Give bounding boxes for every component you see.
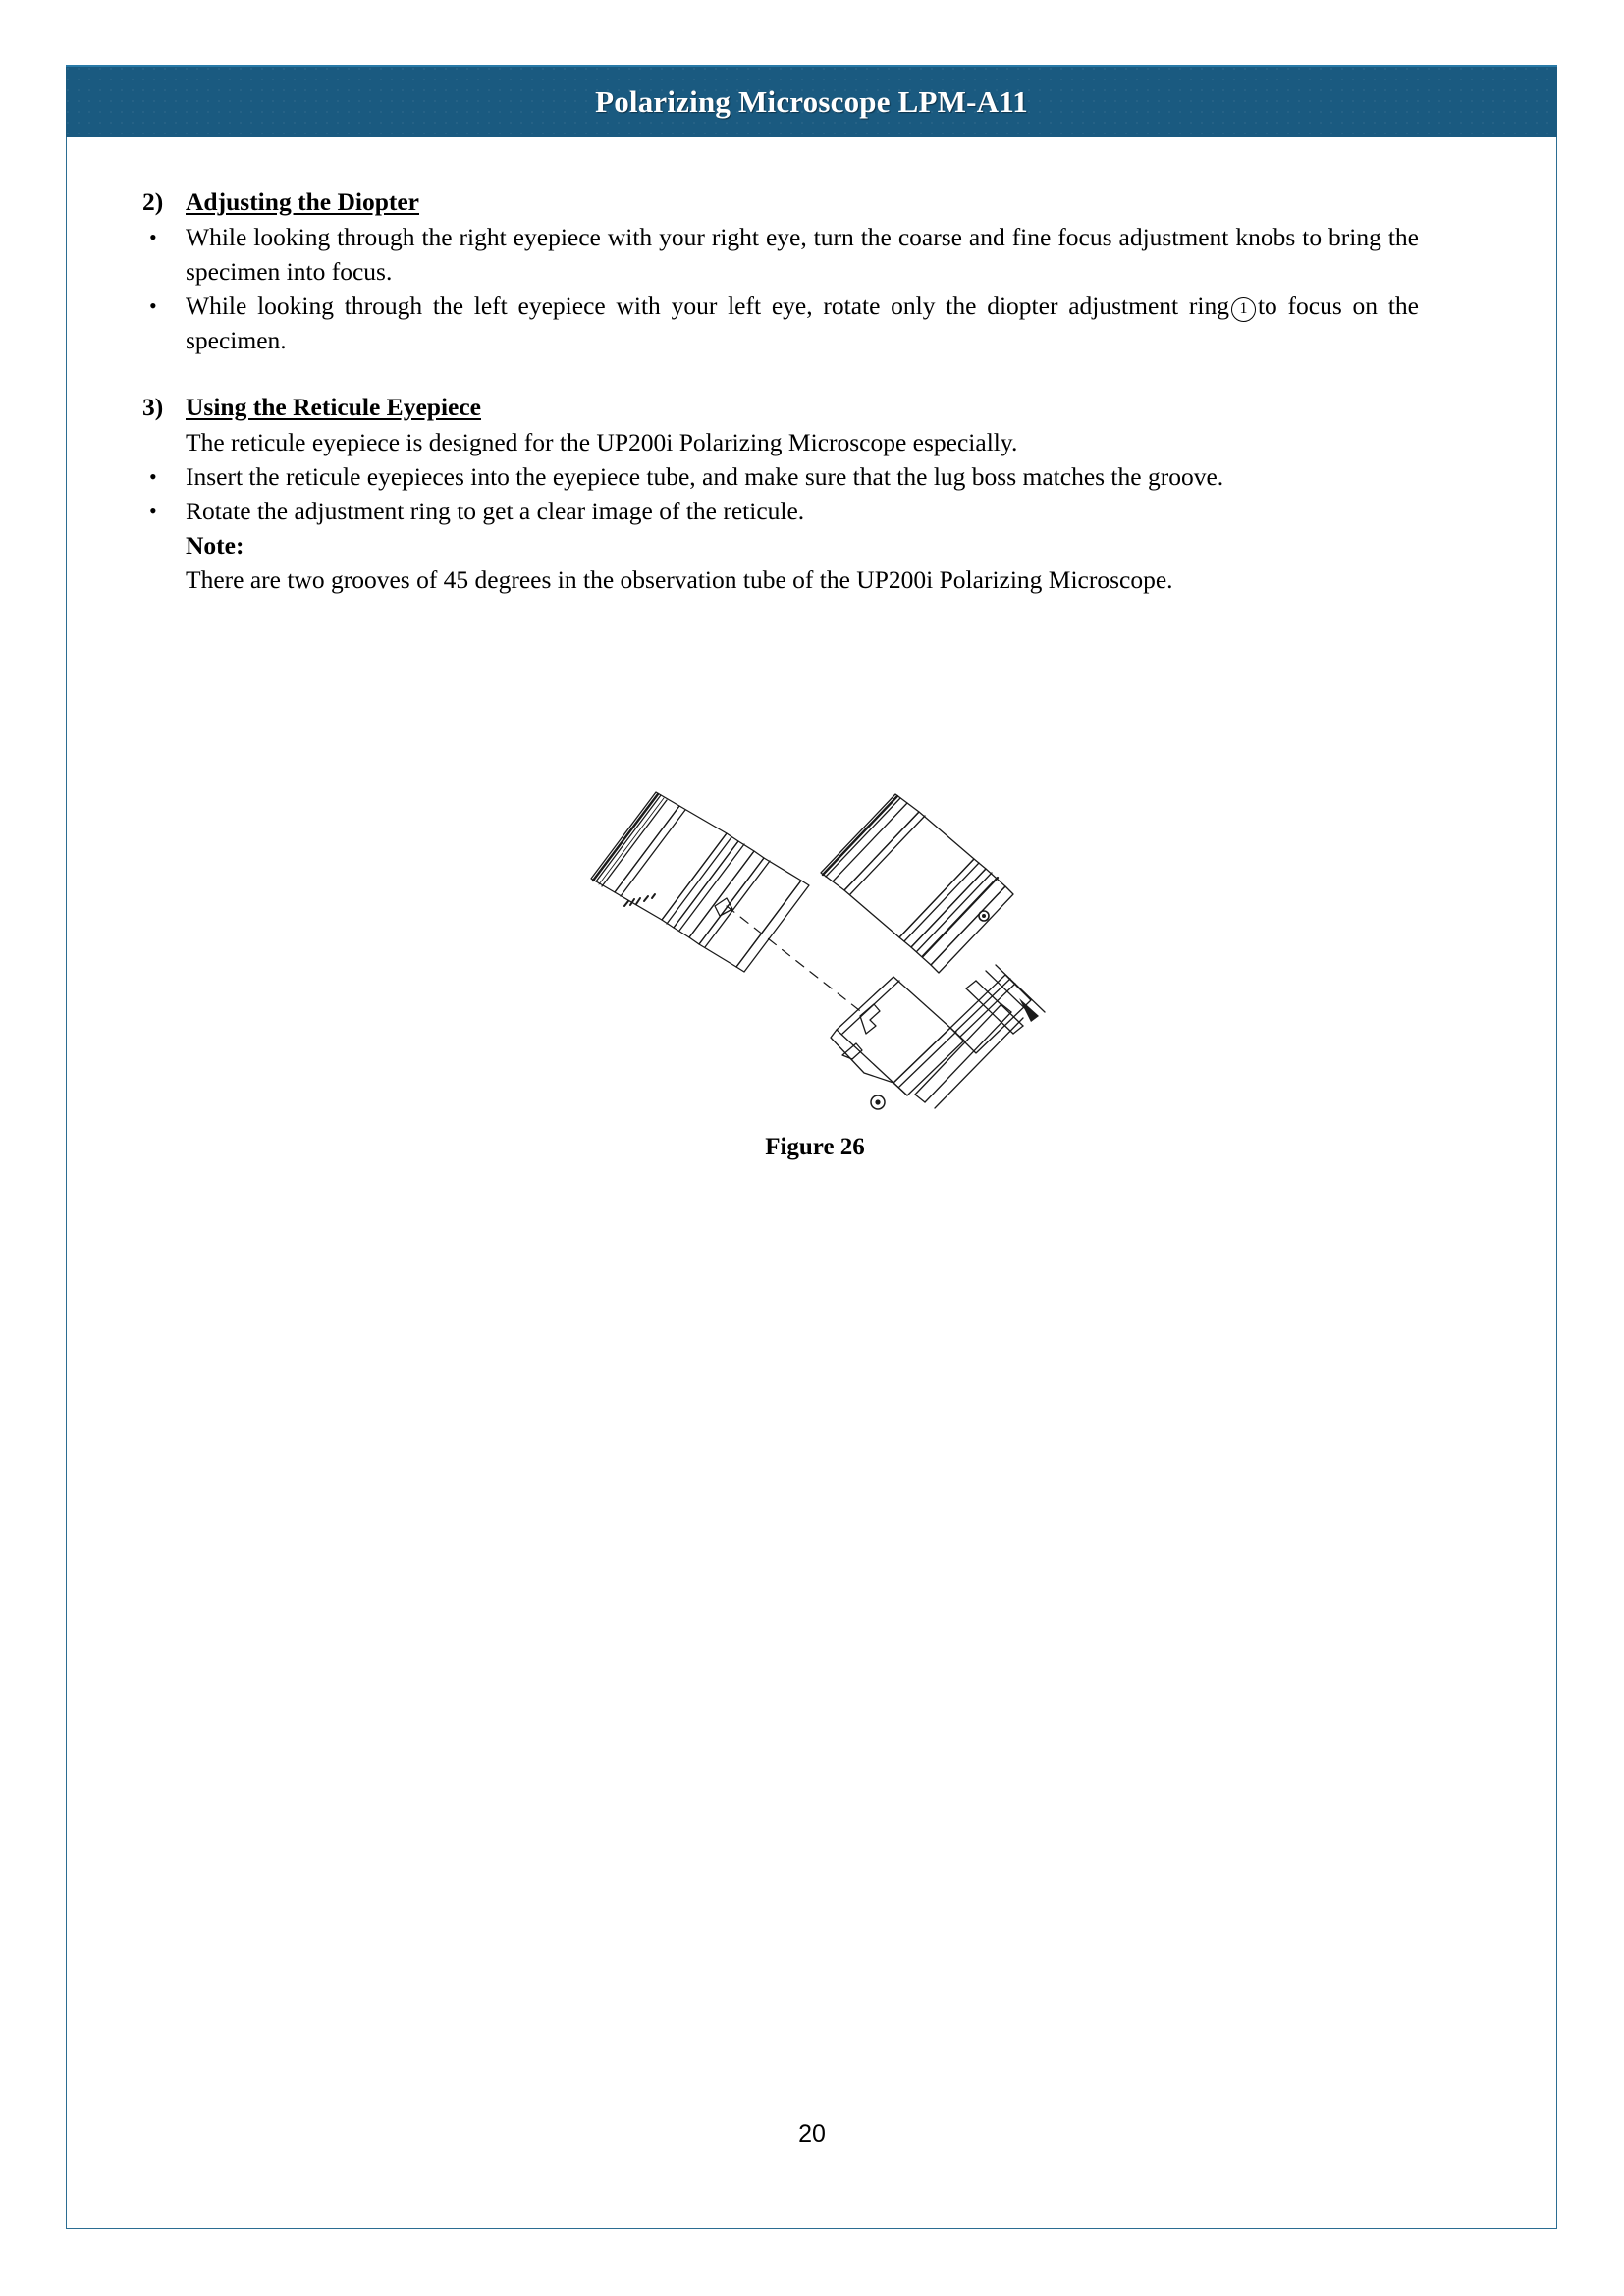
- figure-block: [550, 771, 1080, 1161]
- list-item-text: While looking through the right eyepiece with your right eye, turn the coarse and fine focus adjustment knobs to bring the specimen into focus.: [186, 223, 1419, 286]
- section-intro-text: The reticule eyepiece is designed for the UP200i Polarizing Microscope especially.: [186, 428, 1018, 456]
- note-label: Note:: [186, 531, 244, 560]
- figure-caption: Figure 26: [765, 1134, 865, 1160]
- bullet-icon: •: [149, 294, 157, 318]
- observation-tube: [831, 965, 1045, 1109]
- bullet-icon: •: [149, 464, 157, 489]
- figure-26-technical-drawing: [569, 771, 1060, 1124]
- section-title-3: Using the Reticule Eyepiece: [186, 393, 481, 421]
- note-text-row: [142, 562, 1419, 597]
- list-item: [142, 289, 1419, 357]
- section-heading-3: [142, 390, 1419, 424]
- assembly-axis-dashed-line: [727, 906, 864, 1014]
- section-heading-2: [142, 185, 1419, 219]
- section-intro-row: [142, 425, 1419, 459]
- page-title: Polarizing Microscope LPM-A11: [595, 84, 1028, 119]
- list-item: [142, 494, 1419, 528]
- circled-number-callout: 1: [1231, 297, 1256, 322]
- section-spacer: [142, 357, 1419, 390]
- bullet-icon: •: [149, 499, 157, 523]
- section-number-2: 2): [142, 187, 164, 216]
- section-number-3: 3): [142, 393, 164, 421]
- list-item-text: Rotate the adjustment ring to get a clear image of the reticule.: [186, 497, 805, 525]
- section-title-2: Adjusting the Diopter: [186, 187, 420, 216]
- list-item: [142, 220, 1419, 289]
- bullet-icon: •: [149, 225, 157, 249]
- page-header-banner: [66, 65, 1557, 137]
- note-label-row: [142, 528, 1419, 562]
- list-item: [142, 459, 1419, 494]
- list-item-text-before: While looking through the left eyepiece with your left eye, rotate only the diopter adjustment ring: [186, 292, 1229, 320]
- list-item-text-after: to focus on the specimen.: [186, 292, 1419, 354]
- list-item-text: [186, 289, 1419, 357]
- list-item-text: Insert the reticule eyepieces into the eyepiece tube, and make sure that the lug boss matches the groove.: [186, 462, 1224, 491]
- page-number: 20: [798, 2120, 826, 2148]
- right-reticule-eyepiece: [821, 794, 1013, 973]
- note-text: There are two grooves of 45 degrees in the observation tube of the UP200i Polarizing Microscope.: [186, 565, 1173, 594]
- document-body: [142, 185, 1419, 597]
